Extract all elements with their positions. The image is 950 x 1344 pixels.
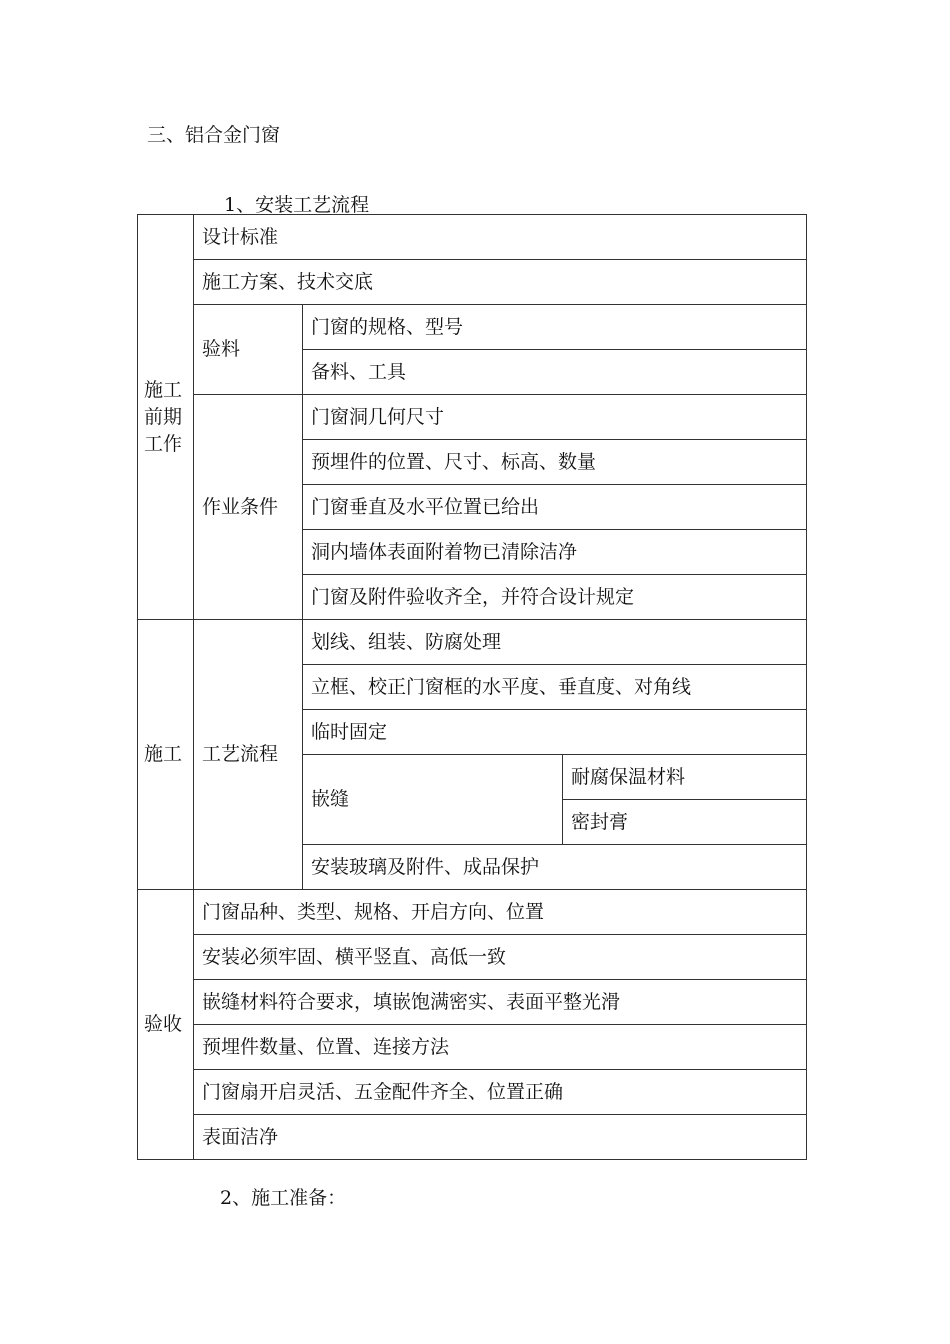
condition-item: 洞内墙体表面附着物已清除洁净	[303, 530, 807, 575]
table-row	[138, 1115, 807, 1160]
category-pre-work: 施工前期工作	[138, 215, 194, 620]
section-title: 三、铝合金门窗	[147, 124, 281, 146]
subsection-title-preparation: 2、施工准备：	[220, 1187, 347, 1209]
condition-item: 门窗垂直及水平位置已给出	[303, 485, 807, 530]
subsection-title-process: 1、安装工艺流程	[224, 194, 370, 216]
label-caulking: 嵌缝	[303, 755, 563, 845]
label-work-conditions: 作业条件	[194, 395, 303, 620]
table-row	[138, 980, 807, 1025]
row-design-standard: 设计标准	[194, 215, 807, 260]
category-construction: 施工	[138, 620, 194, 890]
process-step: 立框、校正门窗框的水平度、垂直度、对角线	[303, 665, 807, 710]
acceptance-item: 安装必须牢固、横平竖直、高低一致	[194, 935, 807, 980]
acceptance-item: 门窗扇开启灵活、五金配件齐全、位置正确	[194, 1070, 807, 1115]
table-row	[138, 395, 807, 440]
label-process-flow: 工艺流程	[194, 620, 303, 890]
condition-item: 门窗洞几何尺寸	[303, 395, 807, 440]
row-construction-plan: 施工方案、技术交底	[194, 260, 807, 305]
process-step: 临时固定	[303, 710, 807, 755]
category-acceptance: 验收	[138, 890, 194, 1160]
inspection-item: 备料、工具	[303, 350, 807, 395]
table-row	[138, 305, 807, 350]
caulking-item: 耐腐保温材料	[563, 755, 807, 800]
table-row	[138, 935, 807, 980]
acceptance-item: 表面洁净	[194, 1115, 807, 1160]
acceptance-item: 嵌缝材料符合要求，填嵌饱满密实、表面平整光滑	[194, 980, 807, 1025]
table-row	[138, 890, 807, 935]
process-flow-table	[137, 214, 807, 1160]
condition-item: 预埋件的位置、尺寸、标高、数量	[303, 440, 807, 485]
table-row	[138, 260, 807, 305]
table-row	[138, 215, 807, 260]
inspection-item: 门窗的规格、型号	[303, 305, 807, 350]
caulking-item: 密封膏	[563, 800, 807, 845]
label-material-inspection: 验料	[194, 305, 303, 395]
process-step: 划线、组装、防腐处理	[303, 620, 807, 665]
acceptance-item: 门窗品种、类型、规格、开启方向、位置	[194, 890, 807, 935]
process-step-final: 安装玻璃及附件、成品保护	[303, 845, 807, 890]
condition-item: 门窗及附件验收齐全，并符合设计规定	[303, 575, 807, 620]
table-row	[138, 620, 807, 665]
table-row	[138, 1025, 807, 1070]
table-row	[138, 1070, 807, 1115]
acceptance-item: 预埋件数量、位置、连接方法	[194, 1025, 807, 1070]
